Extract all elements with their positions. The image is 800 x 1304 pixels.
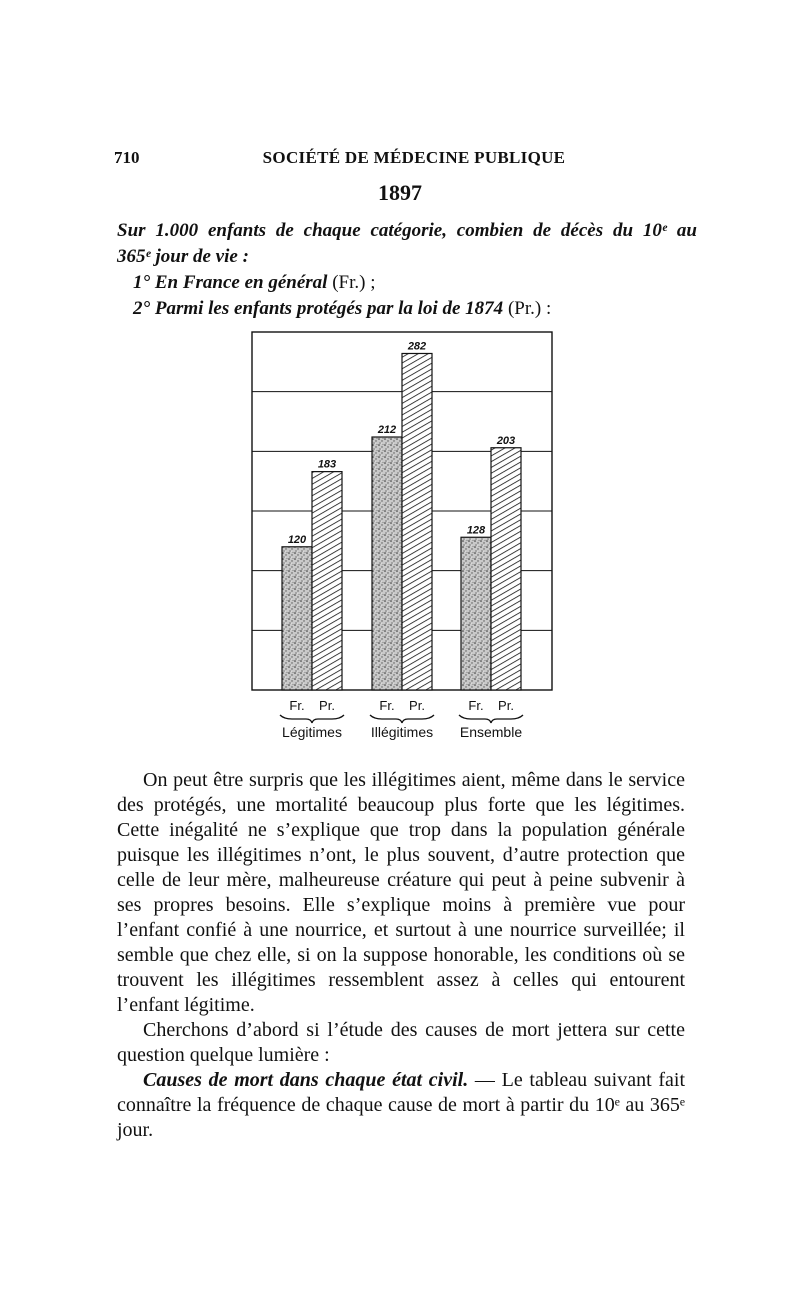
- data-label: 203: [496, 434, 516, 447]
- bar-ensemble-pr: [491, 448, 521, 690]
- bar-label: Pr.: [498, 698, 514, 713]
- running-title-text: SOCIÉTÉ DE MÉDECINE PUBLIQUE: [262, 148, 566, 167]
- caption-item-1-italic: 1° En France en général: [133, 272, 328, 293]
- data-label: 183: [317, 458, 337, 471]
- paragraph-3-rest: — Le tableau suivant fait connaître la fréquence de chaque cause de mort à partir du 10ᵉ au 365ᵉ jour.: [117, 1069, 685, 1141]
- bar-label: Fr.: [468, 698, 484, 713]
- bar-illgitimes-fr: [372, 437, 402, 690]
- caption-line-1: Sur 1.000 enfants de chaque catégorie, combien de décès du 10ᵉ au: [117, 220, 697, 241]
- paragraph-3-italic: Causes de mort dans chaque état civil.: [143, 1069, 469, 1091]
- paragraph-1: On peut être surpris que les illégitimes aient, même dans le service des protégés, une mortalité beaucoup plus forte que les légitimes. Cette inégalité ne s’explique que trop dans la population générale puisque les illégitimes n’ont, le plus souvent, d’autre protection que celle de leur mère, malheureuse créature qui peut à peine subvenir à ses propres besoins. Elle s’explique moins à première vue pour l’enfant confié à une nourrice, et surtout à une nourrice surveillée; il semble que chez elle, si on la suppose honorable, les conditions où se trouvent les illégitimes ressemblent assez à celles qui entourent l’enfant légitime.: [117, 769, 685, 1016]
- year-heading: 1897: [378, 180, 422, 205]
- caption-item-2-italic: 2° Parmi les enfants protégés par la loi de 1874: [133, 298, 504, 319]
- data-label: 128: [466, 524, 486, 537]
- bar-illgitimes-pr: [402, 353, 432, 690]
- paragraph-2: Cherchons d’abord si l’étude des causes de mort jettera sur cette question quelque lumière :: [117, 1019, 685, 1066]
- category-label: Légitimes: [282, 724, 342, 740]
- caption-item-2-rest: (Pr.) :: [503, 298, 552, 319]
- group-brace: [370, 715, 434, 723]
- page-number: 710: [114, 148, 140, 167]
- data-label: 282: [407, 340, 427, 353]
- data-label: 120: [287, 533, 307, 546]
- bar-label: Pr.: [409, 698, 425, 713]
- body-text: [117, 768, 685, 1143]
- bar-label: Fr.: [379, 698, 395, 713]
- data-label: 212: [377, 424, 397, 437]
- paragraph-3: [117, 1068, 685, 1143]
- caption-item-1-rest: (Fr.) ;: [327, 272, 376, 293]
- category-label: Ensemble: [459, 724, 523, 740]
- category-label: Illégitimes: [370, 724, 434, 740]
- group-brace: [280, 715, 344, 723]
- bar-label: Pr.: [319, 698, 335, 713]
- bar-ensemble-fr: [461, 537, 491, 690]
- group-brace: [459, 715, 523, 723]
- bar-lgitimes-fr: [282, 547, 312, 690]
- caption-line-2: 365ᵉ jour de vie :: [117, 246, 249, 267]
- bar-lgitimes-pr: [312, 472, 342, 690]
- bar-label: Fr.: [289, 698, 305, 713]
